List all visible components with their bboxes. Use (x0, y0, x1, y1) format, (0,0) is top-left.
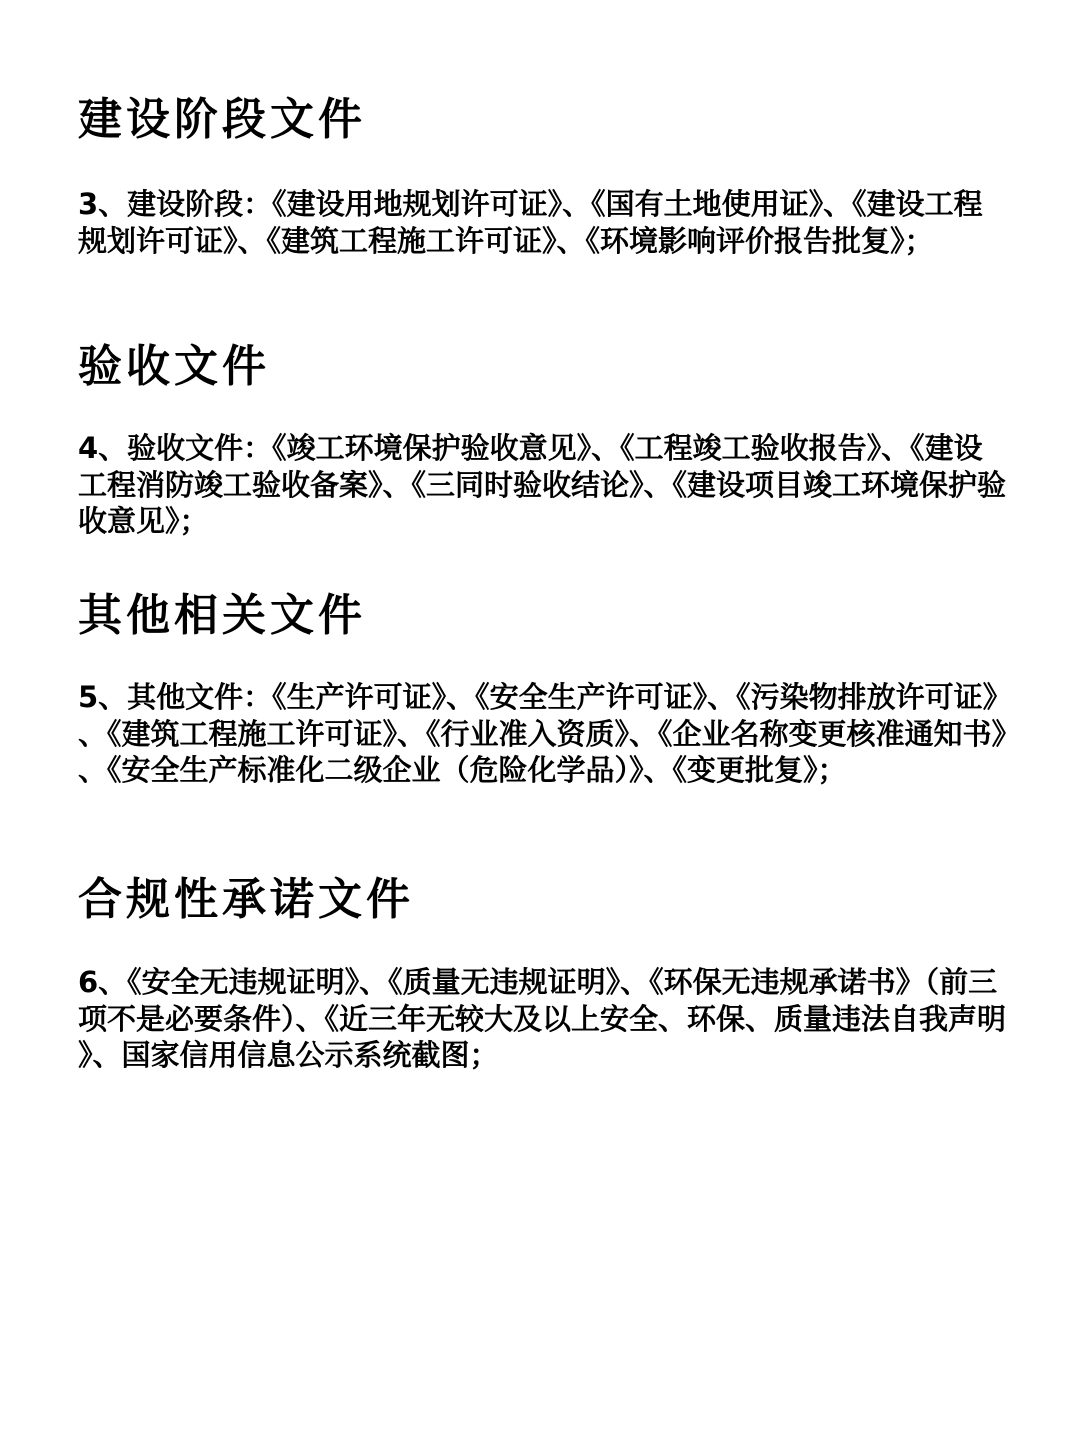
section-body: 4、验收文件：《竣工环境保护验收意见》、《工程竣工验收报告》、《建设工程消防竣工验收备案》、《三同时验收结论》、《建设项目竣工环境保护验收意见》； (78, 431, 1007, 538)
section-acceptance (78, 341, 1008, 538)
section-heading: 验收文件 (78, 341, 270, 392)
section-construction-stage (78, 94, 1008, 258)
section-heading: 其他相关文件 (78, 590, 366, 641)
section-other-documents (78, 590, 1008, 787)
section-body: 5、其他文件：《生产许可证》、《安全生产许可证》、《污染物排放许可证》、《建筑工程施工许可证》、《行业准入资质》、《企业名称变更核准通知书》、《安全生产标准化二级企业（危险化学品）》、《变更批复》； (78, 680, 1007, 787)
section-compliance-commitment (78, 874, 1008, 1072)
section-body: 6、《安全无违规证明》、《质量无违规证明》、《环保无违规承诺书》（前三项不是必要条件）、《近三年无较大及以上安全、环保、质量违法自我声明》、国家信用信息公示系统截图； (78, 965, 1007, 1072)
section-heading: 合规性承诺文件 (78, 874, 414, 925)
section-heading: 建设阶段文件 (78, 94, 366, 145)
section-body: 3、建设阶段：《建设用地规划许可证》、《国有土地使用证》、《建设工程规划许可证》、《建筑工程施工许可证》、《环境影响评价报告批复》； (78, 187, 983, 258)
